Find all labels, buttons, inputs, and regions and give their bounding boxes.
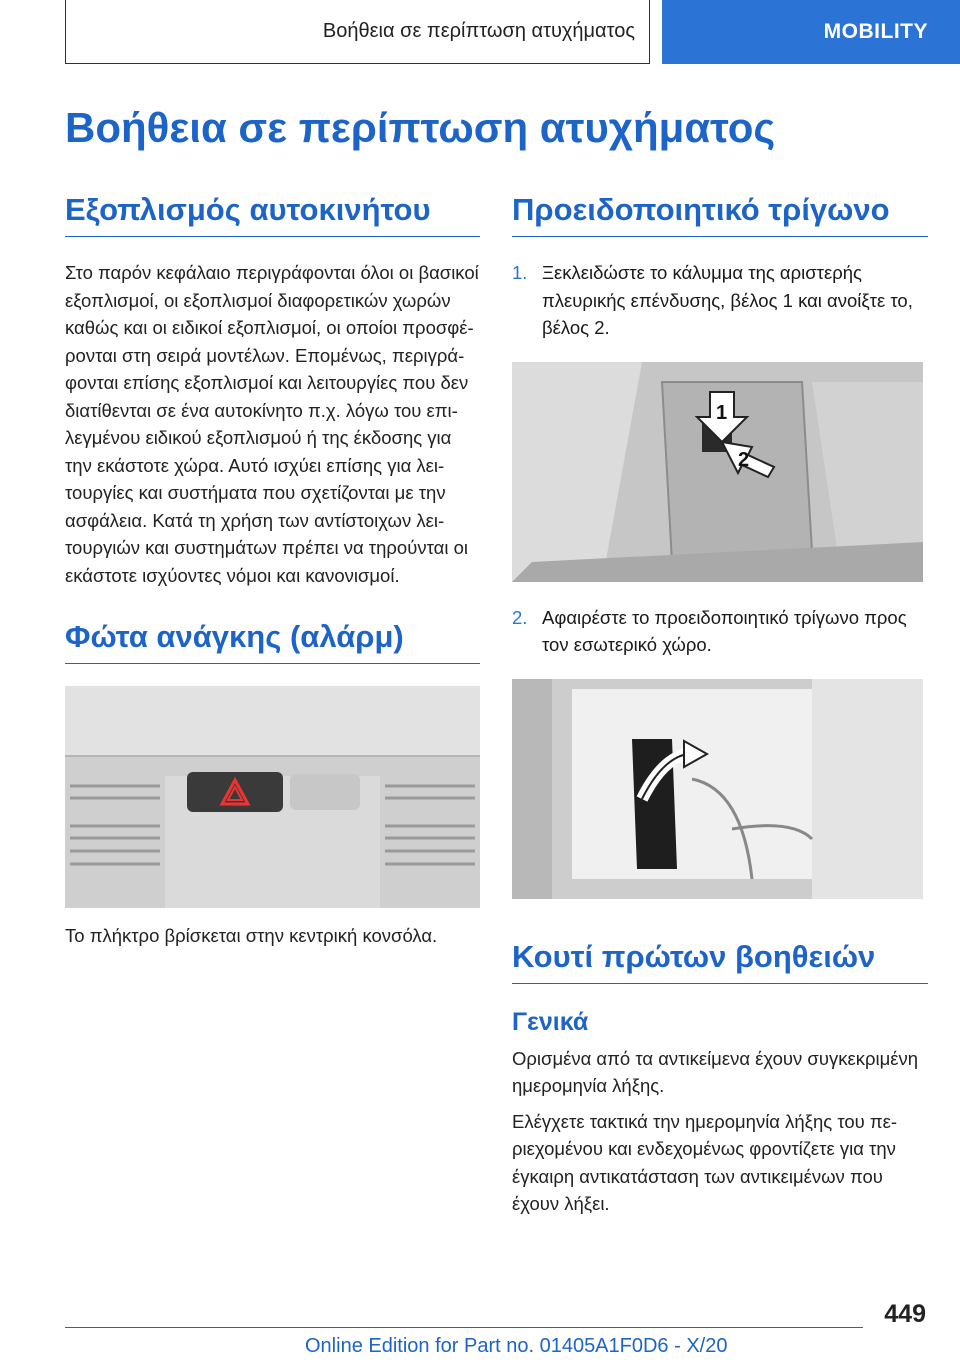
triangle-removal-illustration	[512, 679, 923, 899]
triangle-heading: Προειδοποιητικό τρίγωνο	[512, 192, 928, 237]
general-paragraph-1: Ορισμένα από τα αντικείμενα έχουν συγκεκριμένη ημερομηνία λήξης.	[512, 1047, 919, 1096]
step-1-text: Ξεκλειδώστε το κάλυμμα της αριστερής πλευρικής επένδυσης, βέλος 1 και ανοίξτε το, βέλος 2.	[542, 262, 913, 338]
hazard-switch-illustration	[65, 686, 480, 908]
firstaid-heading: Κουτί πρώτων βοηθειών	[512, 939, 928, 984]
right-column	[512, 192, 928, 1218]
footer-divider	[65, 1327, 863, 1328]
step-2-number: 2.	[512, 606, 528, 628]
step-1-number: 1.	[512, 262, 528, 283]
trim-panel-illustration	[512, 362, 923, 582]
header-section-text: Βοήθεια σε περίπτωση ατυχήματος	[322, 20, 635, 42]
arrow-2-label: 2	[738, 448, 750, 471]
header-category-tab[interactable]	[662, 0, 960, 64]
page-title: Βοήθεια σε περίπτωση ατυχήματος	[65, 104, 776, 151]
arrow-1-label: 1	[716, 401, 728, 424]
header-section-title	[65, 0, 650, 64]
left-column	[65, 192, 480, 950]
equipment-heading: Εξοπλισμός αυτοκινήτου	[65, 192, 480, 237]
triangle-removal-photo	[512, 679, 923, 899]
general-heading: Γενικά	[512, 1007, 589, 1036]
trim-panel-photo	[512, 362, 923, 582]
step-2	[512, 604, 928, 659]
hazard-heading: Φώτα ανάγκης (αλάρμ)	[65, 619, 480, 664]
page-number: 449	[884, 1300, 926, 1328]
header-category-text: MOBILITY	[823, 20, 928, 43]
step-1	[512, 259, 928, 342]
hazard-caption: Το πλήκτρο βρίσκεται στην κεντρική κονσόλα.	[65, 925, 438, 946]
footer-edition: Online Edition for Part no. 01405A1F0D6 - X/20	[305, 1335, 728, 1357]
step-2-text: Αφαιρέστε το προειδοποιητικό τρίγωνο προς τον εσωτερικό χώρο.	[542, 606, 907, 655]
equipment-text: Στο παρόν κεφάλαιο περιγράφονται όλοι οι βασικοί εξοπλισμοί, οι εξοπλισμοί διαφορετικών χωρών καθώς και οι ειδικοί εξοπλισμοί, οι οποίοι προσφέρονται στη σειρά μοντέλων. Επομένως, περιγράφονται επίσης εξοπλισμοί και λειτουργίες που δεν διατίθενται σε ένα αυτοκίνητο π.χ. λόγω του επιλεγμένου ειδικού εξοπλισμού ή της έκδοσης για την εκάστοτε χώρα. Αυτό ισχύει επίσης για λειτουργίες και συστήματα που σχετίζονται με την ασφάλεια. Κατά τη χρήση των αντίστοιχων λειτουργιών και συστημάτων πρέπει να τηρούνται οι εκάστοτε ισχύοντες νόμοι και κανονισμοί.	[65, 262, 479, 586]
general-paragraph-2: Ελέγχετε τακτικά την ημερομηνία λήξης του περιεχομένου και ενδεχομένως φροντίζετε για την έγκαιρη αντικατάσταση των αντικειμένων που έχουν λήξει.	[512, 1110, 898, 1214]
hazard-switch-photo	[65, 686, 480, 908]
